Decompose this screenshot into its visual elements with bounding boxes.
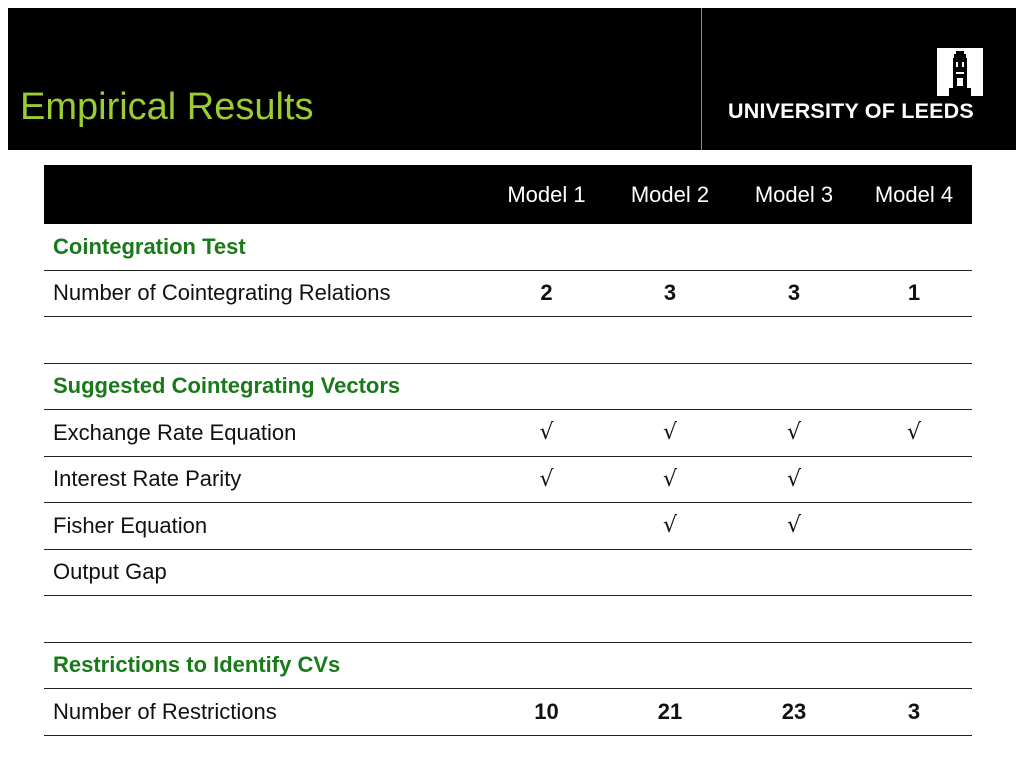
check-mark-model-4 xyxy=(856,457,972,503)
table-row xyxy=(44,410,972,457)
check-mark-model-3: √ xyxy=(786,420,802,446)
section-title: Restrictions to Identify CVs xyxy=(53,652,341,678)
table-header-row xyxy=(44,165,972,224)
check-mark-model-3 xyxy=(734,550,854,596)
table-row xyxy=(44,550,972,597)
check-mark-model-1: √ xyxy=(539,466,554,492)
check-mark-model-2: √ xyxy=(662,420,678,446)
university-logo-text: UNIVERSITY OF LEEDS xyxy=(728,99,974,123)
cell-model-3: 23 xyxy=(781,698,807,724)
cell-model-4: 1 xyxy=(907,280,921,306)
cell-model-2: 21 xyxy=(657,698,683,724)
row-label: Fisher Equation xyxy=(53,512,208,538)
table-row xyxy=(44,689,972,736)
spacer-row xyxy=(44,596,972,643)
section-row-vectors xyxy=(44,364,972,411)
check-mark-model-3: √ xyxy=(786,466,802,492)
check-mark-model-1 xyxy=(489,503,604,549)
results-table xyxy=(44,165,972,736)
check-mark-model-1: √ xyxy=(539,420,554,446)
check-mark-model-4 xyxy=(856,550,972,596)
cell-model-1: 10 xyxy=(534,698,559,724)
cell-model-2: 3 xyxy=(663,280,677,306)
row-label: Number of Restrictions xyxy=(53,698,277,724)
check-mark-model-3: √ xyxy=(786,513,802,539)
section-row-cointegration xyxy=(44,224,972,271)
cell-model-4: 3 xyxy=(907,698,921,724)
section-row-restrictions xyxy=(44,643,972,690)
table-row xyxy=(44,503,972,550)
check-mark-model-2: √ xyxy=(662,466,678,492)
check-mark-model-2: √ xyxy=(662,513,678,539)
check-mark-model-1 xyxy=(489,550,604,596)
check-mark-model-4: √ xyxy=(906,420,922,446)
column-header-model-2: Model 2 xyxy=(630,181,710,207)
row-label: Output Gap xyxy=(53,559,167,585)
leeds-tower-icon xyxy=(937,48,983,96)
column-header-model-3: Model 3 xyxy=(754,181,834,207)
column-header-model-1: Model 1 xyxy=(507,181,586,207)
check-mark-model-4 xyxy=(856,503,972,549)
header-divider xyxy=(701,8,702,150)
table-row xyxy=(44,271,972,318)
spacer-row xyxy=(44,317,972,364)
cell-model-1: 2 xyxy=(540,280,553,306)
slide-title: Empirical Results xyxy=(20,86,314,128)
slide-header xyxy=(8,8,1016,150)
section-title: Cointegration Test xyxy=(53,233,246,259)
row-label: Exchange Rate Equation xyxy=(53,419,297,445)
section-title: Suggested Cointegrating Vectors xyxy=(53,373,401,399)
table-row xyxy=(44,457,972,504)
row-label: Number of Cointegrating Relations xyxy=(53,280,391,306)
cell-model-3: 3 xyxy=(787,280,801,306)
check-mark-model-2 xyxy=(609,550,731,596)
row-label: Interest Rate Parity xyxy=(53,466,242,492)
column-header-model-4: Model 4 xyxy=(874,181,954,207)
